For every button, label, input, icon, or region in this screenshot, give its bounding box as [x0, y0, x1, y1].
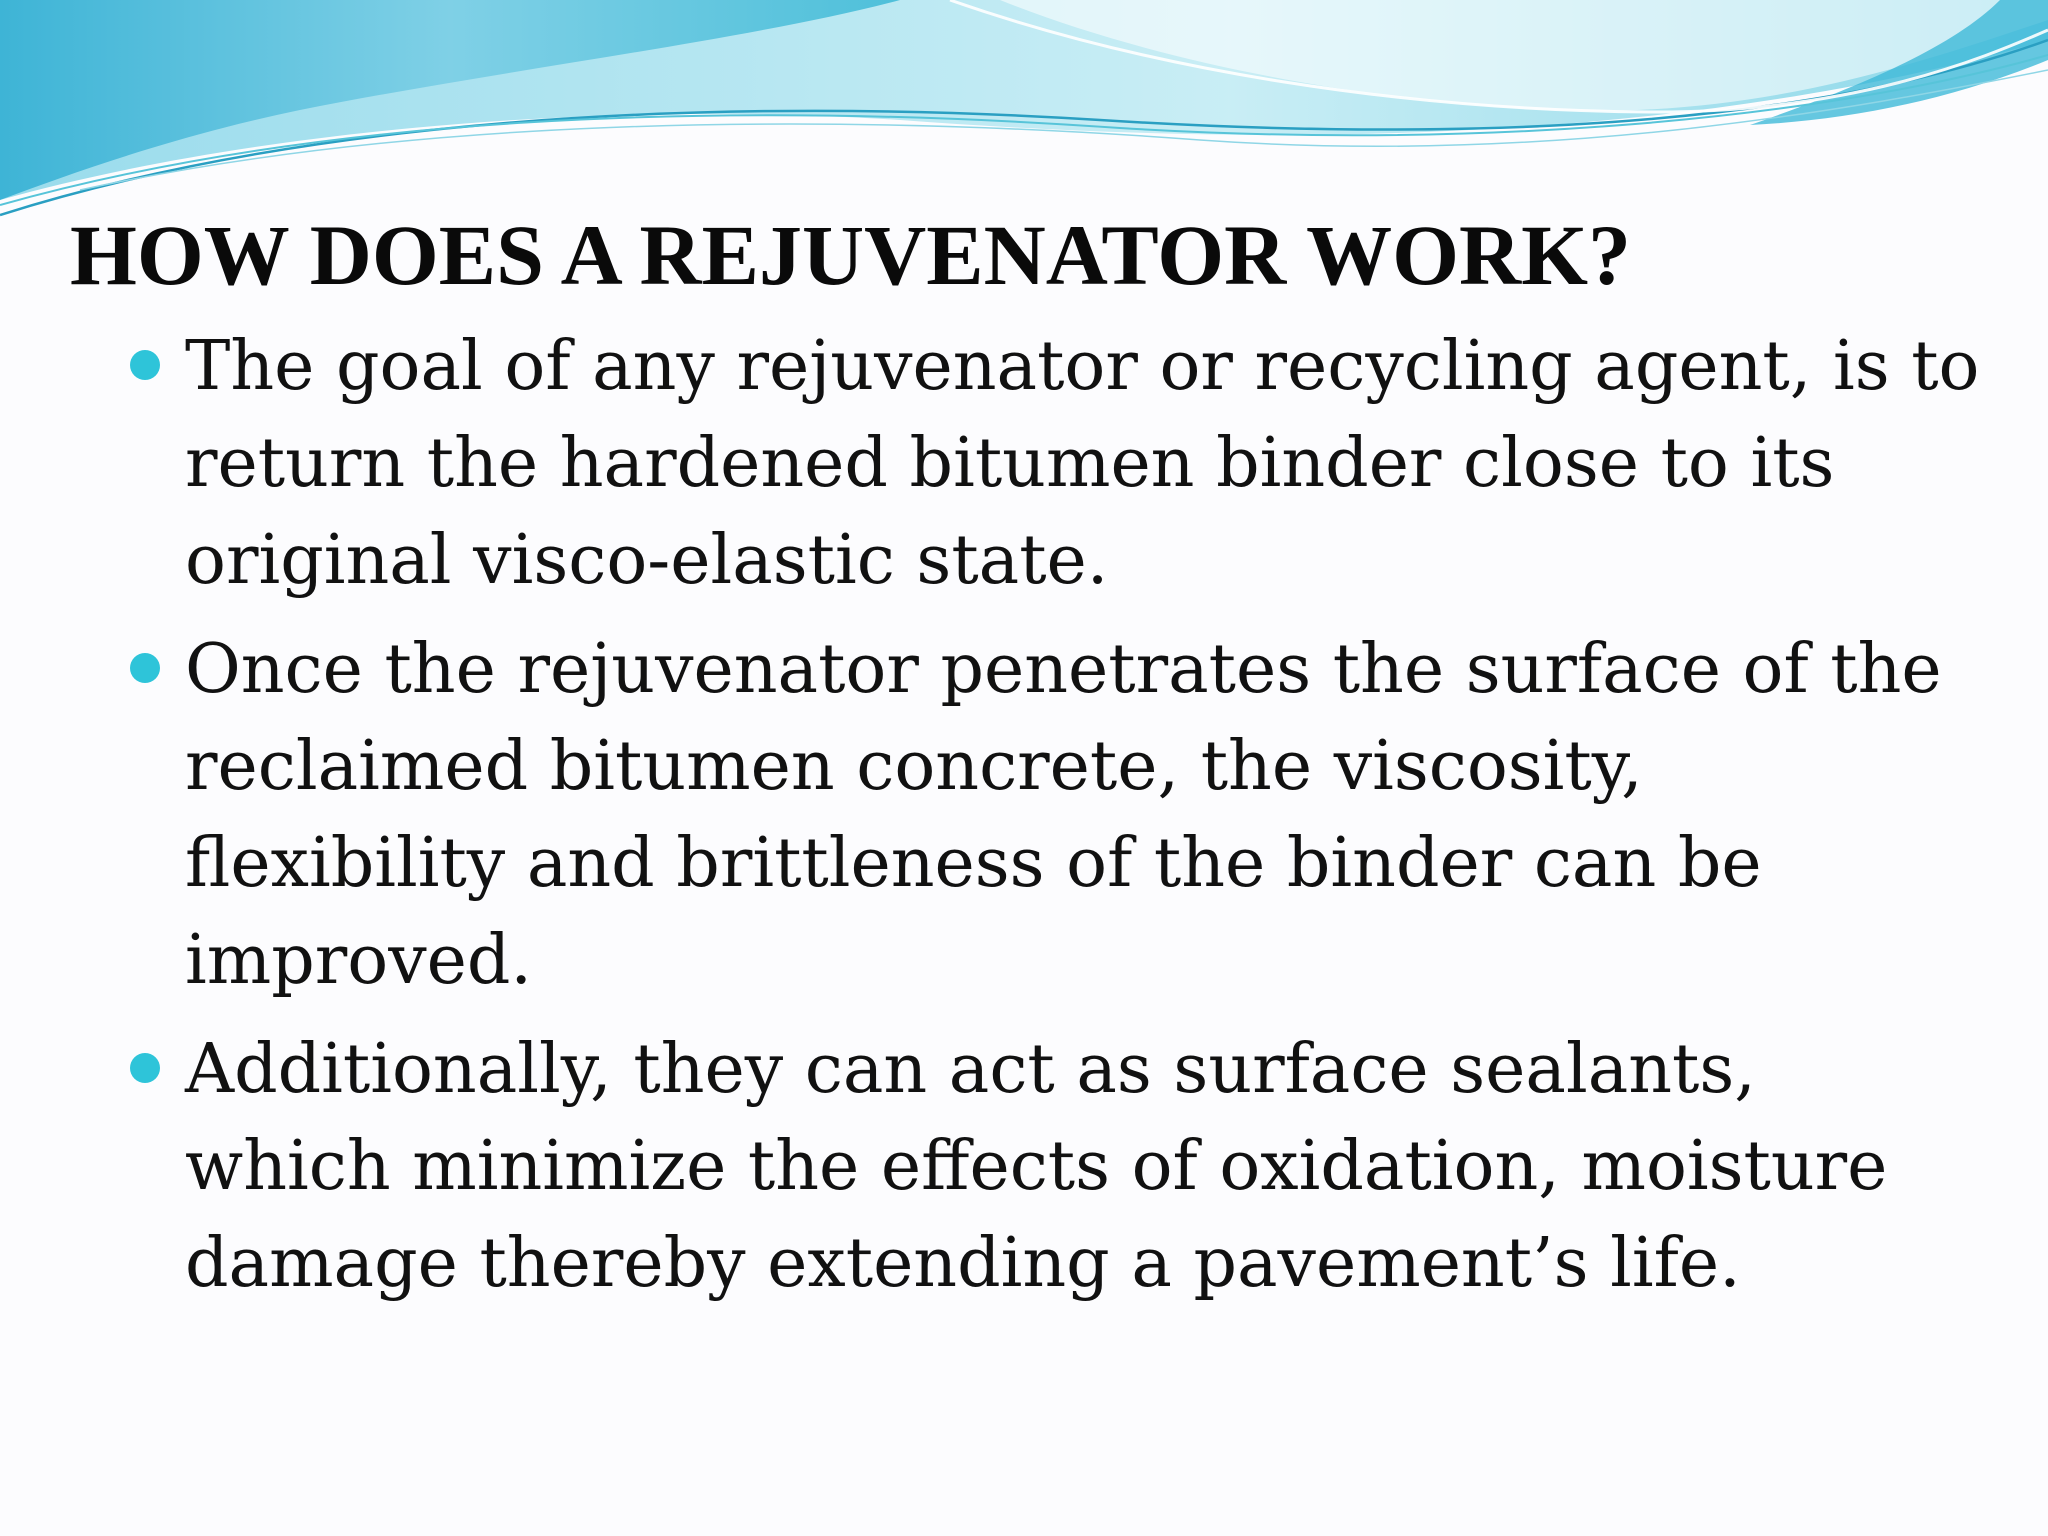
bullet-line: Once the rejuvenator penetrates the surface of the: [185, 630, 1942, 709]
bullet-line: return the hardened bitumen binder close to its: [185, 424, 1835, 503]
wave-decoration: [0, 0, 2048, 240]
bullet-line: damage thereby extending a pavement’s life.: [185, 1224, 1741, 1303]
bullet-line: flexibility and brittleness of the binder can be: [185, 824, 1762, 903]
bullet-line: reclaimed bitumen concrete, the viscosity,: [185, 727, 1643, 806]
bullet-dot-icon: [130, 350, 160, 380]
bullet-line: original visco-elastic state.: [185, 521, 1109, 600]
bullet-line: Additionally, they can act as surface sealants,: [185, 1030, 1756, 1109]
bullet-item: [130, 621, 2010, 1009]
bullet-line: The goal of any rejuvenator or recycling agent, is to: [185, 327, 1980, 406]
bullet-list: [130, 318, 2010, 1324]
bullet-line: which minimize the effects of oxidation, moisture: [185, 1127, 1888, 1206]
bullet-dot-icon: [130, 653, 160, 683]
bullet-line: improved.: [185, 921, 533, 1000]
slide-title: HOW DOES A REJUVENATOR WORK?: [70, 207, 1632, 303]
bullet-dot-icon: [130, 1053, 160, 1083]
bullet-item: [130, 1021, 2010, 1312]
bullet-item: [130, 318, 2010, 609]
